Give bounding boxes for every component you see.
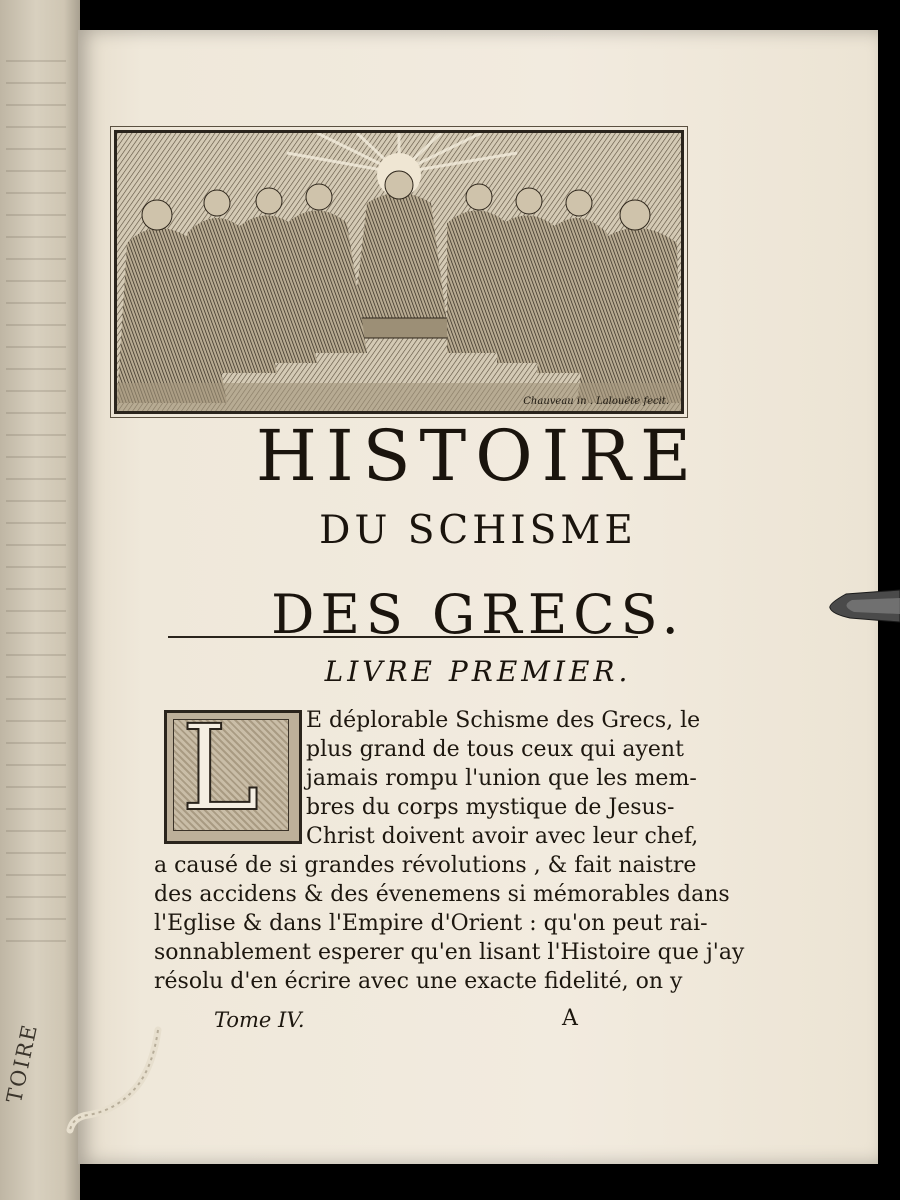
engraver-credit: Chauveau in . Lalouëte fecit.: [523, 396, 669, 407]
engraving-illustration: [117, 133, 681, 411]
left-page-edge: [0, 0, 80, 1200]
left-page-bleed-text: [6, 60, 66, 960]
binding-thread: [58, 1025, 178, 1135]
bookmark-tab: [826, 588, 900, 624]
body-line: E déplorable Schisme des Grecs, le: [306, 708, 701, 733]
body-line: a causé de si grandes révolutions , & fait naistre: [154, 853, 697, 878]
footer-tome: Tome IV.: [214, 1008, 305, 1032]
title-rule: [168, 636, 638, 638]
book-heading: LIVRE PREMIER.: [324, 655, 632, 688]
body-line: bres du corps mystique de Jesus-: [306, 795, 675, 820]
drop-cap-ornament: [164, 699, 302, 844]
body-line: l'Eglise & dans l'Empire d'Orient : qu'on peut rai-: [154, 911, 708, 936]
title-third-line: DES GRECS.: [271, 583, 685, 646]
drop-cap-letter: L: [181, 699, 260, 837]
body-line: résolu d'en écrire avec une exacte fidelité, on y: [154, 969, 683, 994]
headpiece-engraving: [114, 130, 684, 414]
left-page-running-title: TOIRE: [2, 1021, 43, 1105]
body-line: Christ doivent avoir avec leur chef,: [306, 824, 699, 849]
title-subtitle: DU SCHISME: [319, 508, 637, 553]
title-main: HISTOIRE: [255, 415, 701, 497]
body-line: sonnablement esperer qu'en lisant l'Histoire que j'ay: [154, 940, 745, 965]
body-line: plus grand de tous ceux qui ayent: [306, 737, 684, 762]
book-page: [78, 30, 878, 1164]
footer-signature: A: [562, 1006, 578, 1031]
body-line: jamais rompu l'union que les mem-: [306, 766, 697, 791]
body-line: des accidens & des évenemens si mémorables dans: [154, 882, 730, 907]
